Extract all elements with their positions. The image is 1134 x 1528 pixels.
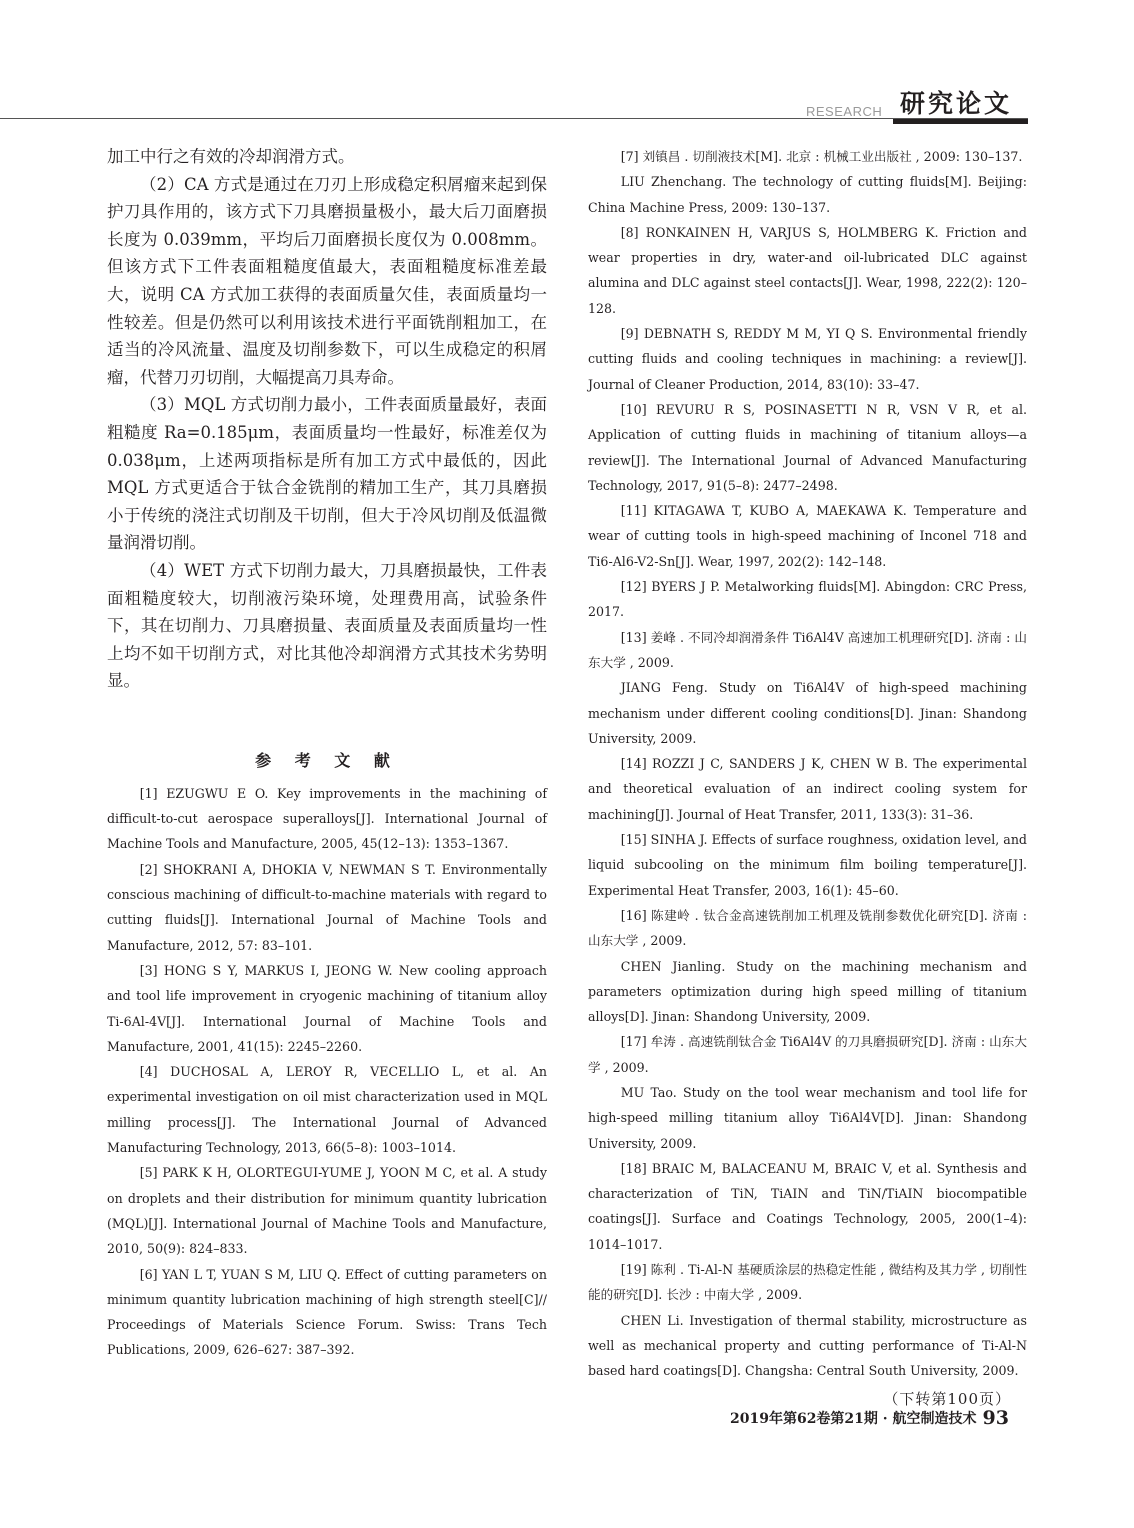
references-heading: 参 考 文 献 (255, 750, 399, 770)
reference-item: [7] 刘镇昌 . 切削液技术[M]. 北京 : 机械工业出版社 , 2009: 130–137. (620, 149, 1023, 164)
reference-item: [16] 陈建岭 . 钛合金高速铣削加工机理及铣削参数优化研究[D]. 济南 : 山东大学 , 2009. (588, 907, 1027, 949)
body-paragraph: （3）MQL 方式切削力最小，工件表面质量最好，表面粗糙度 Ra=0.185μm，表面质量均一性最好，标准差仅为 0.038μm，上述两项指标是所有加工方式中最低的，因此 MQL 方式更适合于钛合金铣削的精加工生产，其刀具磨损小于传统的浇注式切削及干切削，但大于冷风切削及低温微量润滑切削。 (107, 395, 547, 553)
reference-item: MU Tao. Study on the tool wear mechanism and tool life for high-speed milling titanium alloy Ti6Al4V[D]. Jinan: Shandong University, 2009. (588, 1084, 1027, 1151)
page-footer (600, 1403, 1009, 1434)
left-column (107, 143, 547, 1363)
continued-note: （下转第100页） (883, 1389, 1011, 1408)
reference-item: [2] SHOKRANI A, DHOKIA V, NEWMAN S T. Environmentally conscious machining of difficult-to-machine materials with regard to cutting fluids[J]. International Journal of Machine Tools and Manufacture, 2012, 57: 83–101. (107, 861, 547, 953)
body-paragraph: （2）CA 方式是通过在刀刃上形成稳定积屑瘤来起到保护刀具作用的，该方式下刀具磨损量极小，最大后刀面磨损长度为 0.039mm，平均后刀面磨损长度仅为 0.008mm。但该方式下工件表面粗糙度值最大，表面粗糙度标准差最大，说明 CA 方式加工获得的表面质量欠佳，表面质量均一性较差。但是仍然可以利用该技术进行平面铣削粗加工，在适当的冷风流量、温度及切削参数下，可以生成稳定的积屑瘤，代替刀刃切削，大幅提高刀具寿命。 (107, 174, 547, 387)
reference-item: [1] EZUGWU E O. Key improvements in the machining of difficult-to-cut aerospace superalloys[J]. International Journal of Machine Tools and Manufacture, 2005, 45(12–13): 1353–1367. (107, 785, 547, 852)
right-column (588, 144, 1027, 1412)
reference-item: [18] BRAIC M, BALACEANU M, BRAIC V, et al. Synthesis and characterization of TiN, TiAIN and TiN/TiAIN biocompatible coatings[J]. Surface and Coatings Technology, 2005, 200(1–4): 1014–1017. (588, 1160, 1027, 1252)
reference-item: [11] KITAGAWA T, KUBO A, MAEKAWA K. Temperature and wear of cutting tools in high-speed machining of Inconel 718 and Ti6-Al6-V2-Sn[J]. Wear, 1997, 202(2): 142–148. (588, 503, 1027, 569)
reference-item: JIANG Feng. Study on Ti6Al4V of high-speed machining mechanism under different cooling conditions[D]. Jinan: Shandong University, 2009. (588, 680, 1027, 746)
reference-item: [9] DEBNATH S, REDDY M M, YI Q S. Environmental friendly cutting fluids and cooling techniques in machining: a review[J]. Journal of Cleaner Production, 2014, 83(10): 33–47. (588, 326, 1027, 392)
reference-item: [6] YAN L T, YUAN S M, LIU Q. Effect of cutting parameters on minimum quantity lubrication machining of high strength steel[C]// Proceedings of Materials Science Forum. Swiss: Trans Tech Publications, 2009, 626–627: 387–392. (107, 1266, 547, 1358)
page-number: 93 (982, 1407, 1009, 1429)
reference-item: [4] DUCHOSAL A, LEROY R, VECELLIO L, et al. An experimental investigation on oil mist characterization used in MQL milling process[J]. The International Journal of Advanced Manufacturing Technology, 2013, 66(5–8): 1003–1014. (107, 1064, 547, 1156)
reference-item: CHEN Jianling. Study on the machining mechanism and parameters optimization during high speed milling of titanium alloys[D]. Jinan: Shandong University, 2009. (588, 958, 1027, 1025)
reference-item: LIU Zhenchang. The technology of cutting fluids[M]. Beijing: China Machine Press, 2009: 130–137. (588, 174, 1027, 215)
reference-item: [12] BYERS J P. Metalworking fluids[M]. Abingdon: CRC Press, 2017. (588, 579, 1027, 620)
section-label-cn: 研究论文 (900, 89, 1013, 118)
body-paragraph: （4）WET 方式下切削力最大，刀具磨损最快，工件表面粗糙度较大，切削液污染环境，处理费用高，试验条件下，其在切削力、刀具磨损量、表面质量及表面质量均一性上均不如干切削方式，对比其他冷却润滑方式其技术劣势明显。 (107, 560, 547, 691)
body-paragraph: 加工中行之有效的冷却润滑方式。 (107, 147, 355, 166)
section-label-en: RESEARCH (806, 104, 883, 119)
header-accent-bar (893, 119, 1028, 124)
reference-item: CHEN Li. Investigation of thermal stability, microstructure as well as mechanical property and cutting performance of Ti-Al-N based hard coatings[D]. Changsha: Central South University, 2009. (588, 1312, 1027, 1379)
reference-item: [17] 牟涛 . 高速铣削钛合金 Ti6Al4V 的刀具磨损研究[D]. 济南 : 山东大学 , 2009. (588, 1034, 1027, 1075)
reference-item: [5] PARK K H, OLORTEGUI-YUME J, YOON M C, et al. A study on droplets and their distribution for minimum quantity lubrication (MQL)[J]. International Journal of Machine Tools and Manufacture, 2010, 50(9): 824–833. (107, 1165, 547, 1257)
reference-item: [19] 陈利 . Ti-Al-N 基硬质涂层的热稳定性能 , 微结构及其力学 , 切削性能的研究[D]. 长沙 : 中南大学 , 2009. (588, 1262, 1027, 1303)
reference-item: [15] SINHA J. Effects of surface roughness, oxidation level, and liquid subcooling on the minimum film boiling temperature[J]. Experimental Heat Transfer, 2003, 16(1): 45–60. (588, 832, 1027, 898)
reference-item: [3] HONG S Y, MARKUS I, JEONG W. New cooling approach and tool life improvement in cryogenic machining of titanium alloy Ti-6Al-4V[J]. International Journal of Machine Tools and Manufacture, 2001, 41(15): 2245–2260. (107, 962, 547, 1054)
reference-item: [14] ROZZI J C, SANDERS J K, CHEN W B. The experimental and theoretical evaluation of an indirect cooling system for machining[J]. Journal of Heat Transfer, 2011, 133(3): 31–36. (588, 756, 1027, 822)
reference-item: [8] RONKAINEN H, VARJUS S, HOLMBERG K. Friction and wear properties in dry, water-and oil-lubricated DLC against alumina and DLC against steel contacts[J]. Wear, 1998, 222(2): 120–128. (588, 224, 1027, 316)
page-header (0, 0, 1134, 130)
journal-issue: 2019年第62卷第21期 · 航空制造技术 (729, 1411, 977, 1427)
reference-item: [13] 姜峰 . 不同冷却润滑条件 Ti6Al4V 高速加工机理研究[D]. 济南 : 山东大学 , 2009. (588, 629, 1027, 670)
reference-item: [10] REVURU R S, POSINASETTI N R, VSN V R, et al. Application of cutting fluids in machining of titanium alloys—a review[J]. The International Journal of Advanced Manufacturing Technology, 2017, 91(5–8): 2477–2498. (588, 401, 1027, 493)
